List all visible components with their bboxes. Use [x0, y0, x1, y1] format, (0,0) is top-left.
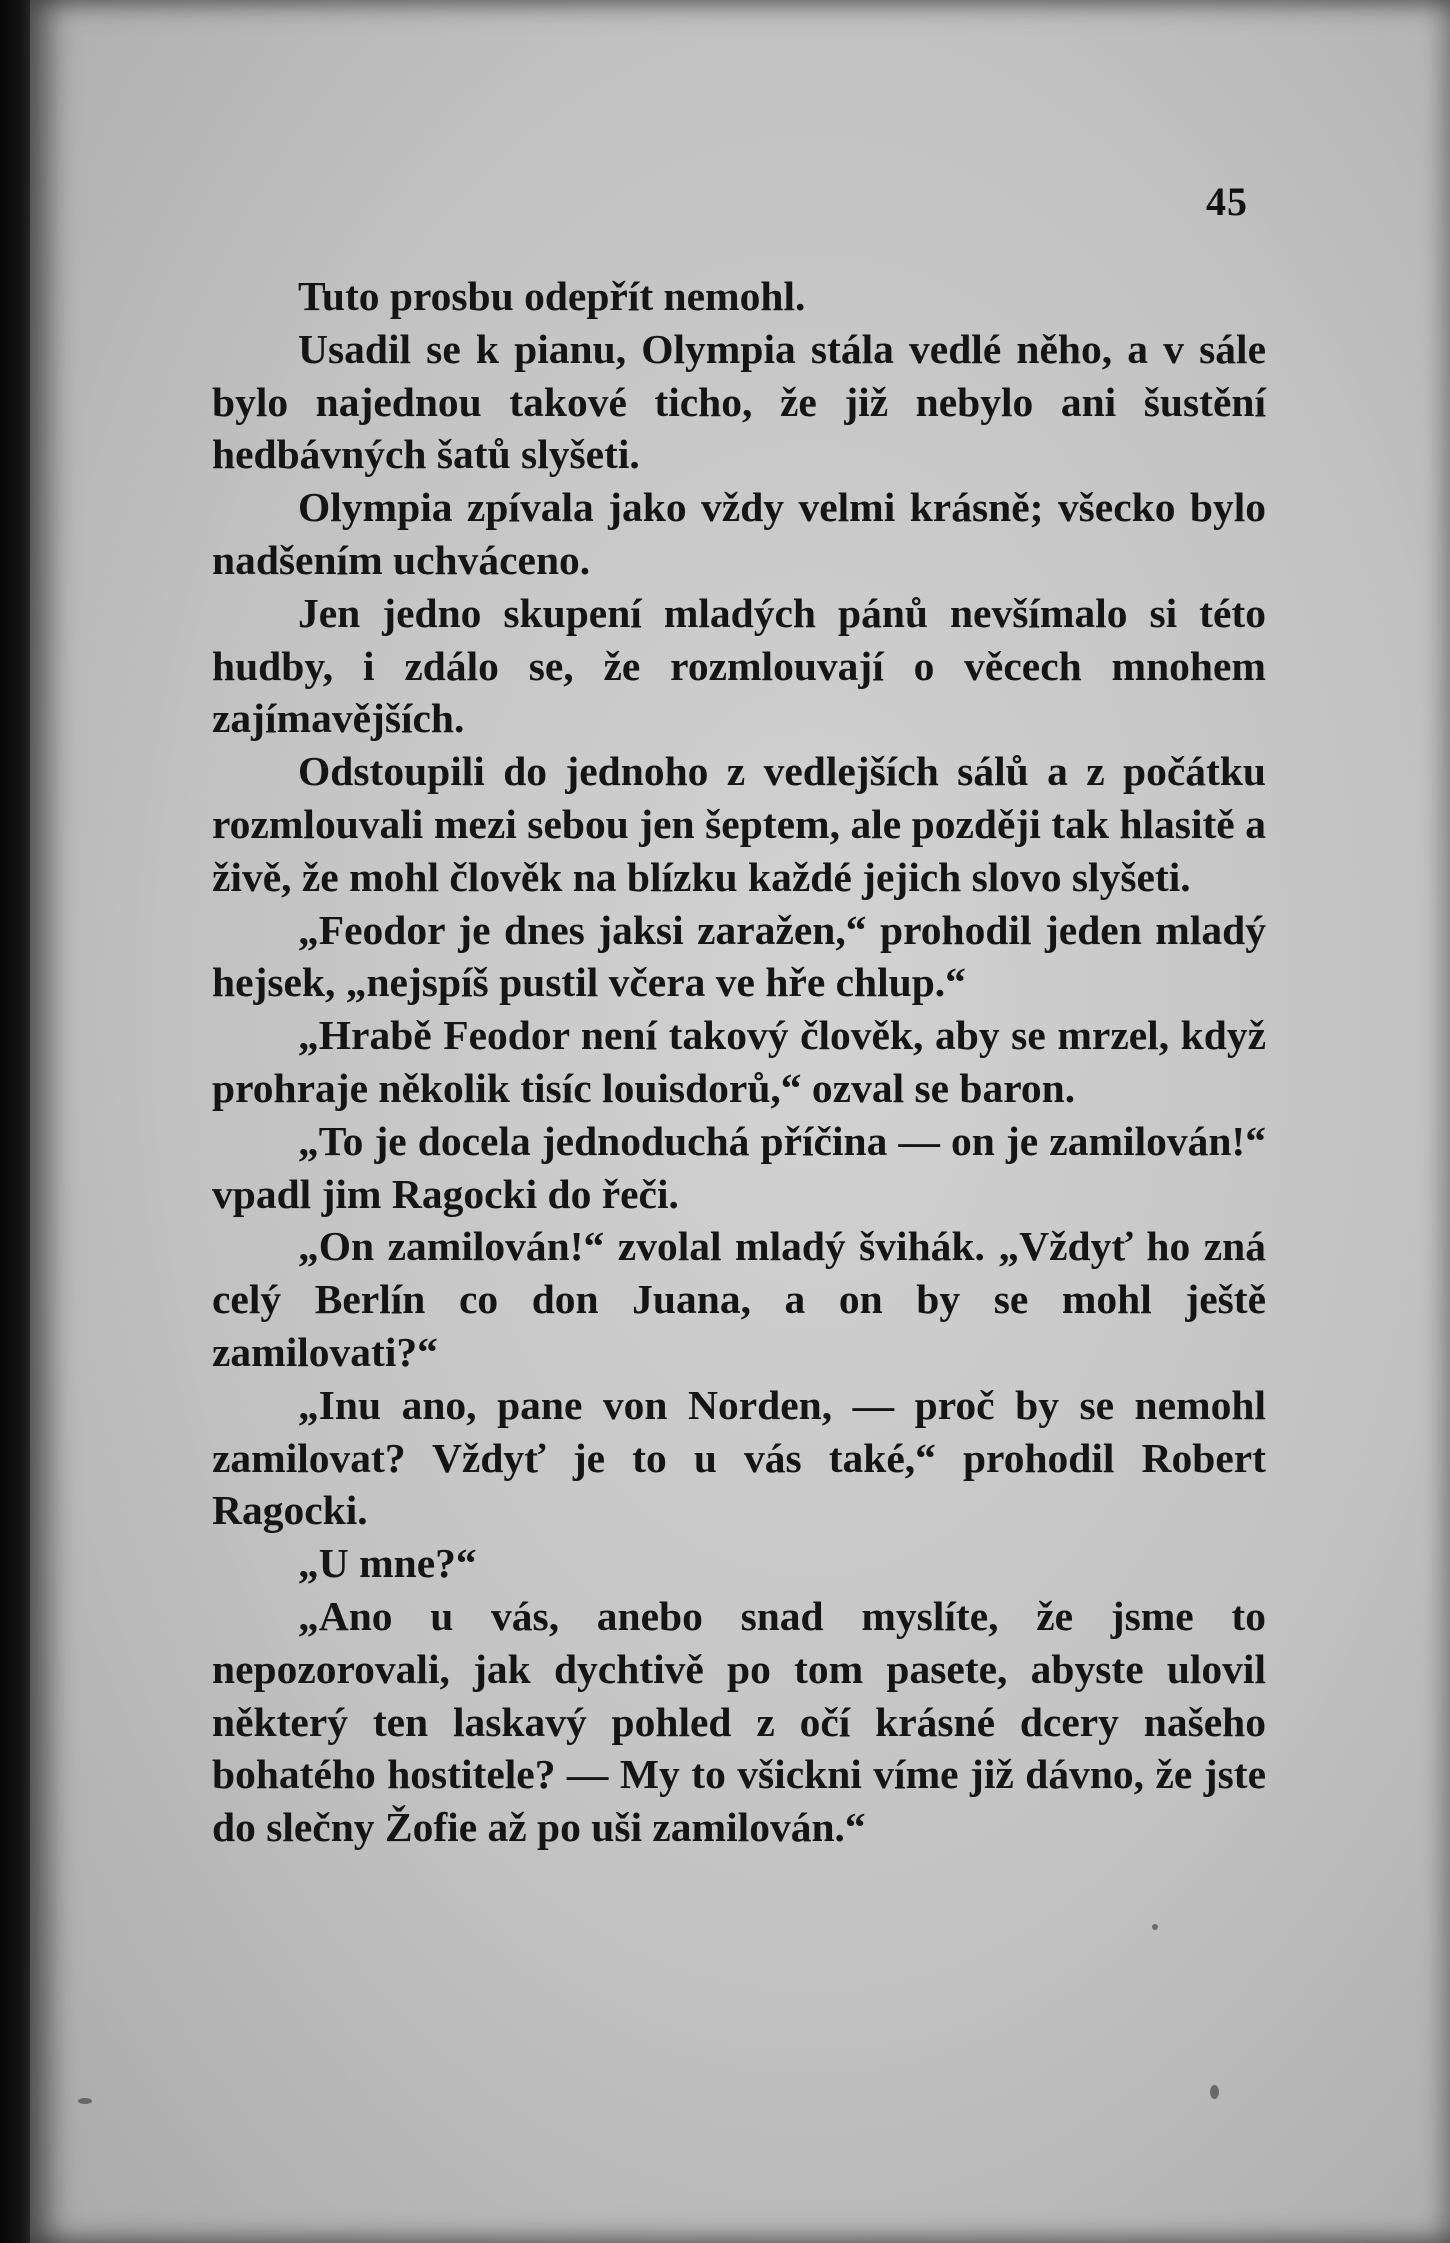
scan-speck — [78, 2098, 92, 2104]
paragraph: „On zamilován!“ zvolal mladý švihák. „Vždyť ho zná celý Berlín co don Juana, a on by se mohl ještě zamilovati?“ — [212, 1223, 1266, 1375]
paragraph: „Ano u vás, anebo snad myslíte, že jsme to nepozorovali, jak dychtivě po tom pasete, abyste ulovil některý ten laskavý pohled z očí krásné dcery našeho bohatého hostitele? — My to všickni víme již dávno, že jste do slečny Žofie až po uši zamilován.“ — [212, 1592, 1266, 1851]
scan-speck — [1152, 1924, 1158, 1930]
paragraph: Tuto prosbu odepřít nemohl. — [298, 273, 806, 319]
paragraph: „Hrabě Feodor není takový člověk, aby se mrzel, když prohraje několik tisíc louisdorů,“ ozval se baron. — [212, 1012, 1266, 1111]
paragraph: Olympia zpívala jako vždy velmi krásně; všecko bylo nadšením uchváceno. — [212, 484, 1266, 583]
paragraph: „Feodor je dnes jaksi zaražen,“ prohodil jeden mladý hejsek, „nejspíš pustil včera ve hře chlup.“ — [212, 906, 1266, 1006]
book-binding-edge — [0, 0, 34, 2243]
paragraph: „U mne?“ — [298, 1540, 477, 1587]
body-text — [212, 270, 1266, 1854]
paragraph: Odstoupili do jednoho z vedlejších sálů a z počátku rozmlouvali mezi sebou jen šeptem, ale později tak hlasitě a živě, že mohl člověk na blízku každé jejich slovo slyšeti. — [212, 748, 1266, 900]
paragraph: „Inu ano, pane von Norden, — proč by se nemohl zamilovat? Vždyť je to u vás také,“ prohodil Robert Ragocki. — [212, 1381, 1266, 1534]
scan-speck — [1210, 2085, 1219, 2099]
paragraph: Usadil se k pianu, Olympia stála vedlé něho, a v sále bylo najednou takové ticho, že již nebylo ani šustění hedbávných šatů slyšeti. — [212, 325, 1266, 478]
paragraph: „To je docela jednoduchá příčina — on je zamilován!“ vpadl jim Ragocki do řeči. — [212, 1117, 1266, 1217]
page-number: 45 — [1206, 179, 1248, 224]
paragraph: Jen jedno skupení mladých pánů nevšímalo si této hudby, i zdálo se, že rozmlouvají o věcech mnohem zajímavějších. — [212, 589, 1266, 742]
book-page — [30, 0, 1450, 2243]
